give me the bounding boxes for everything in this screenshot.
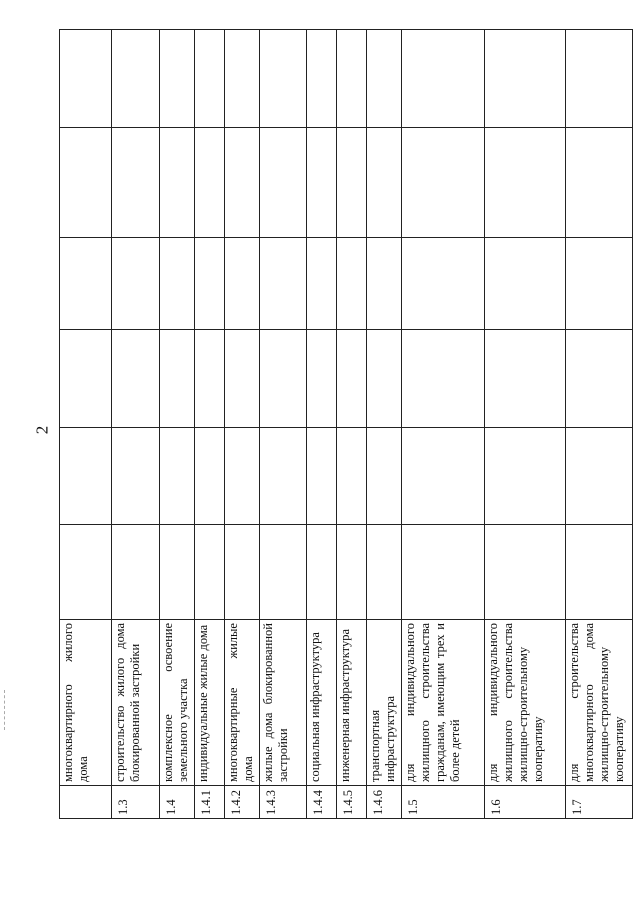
empty-cell — [225, 330, 260, 428]
empty-cell — [366, 428, 401, 525]
row-name: строительство жилого дома блокированной застройки — [112, 620, 160, 786]
row-name: комплексное освоение земельного участка — [160, 620, 195, 786]
row-name: для индивидуального жилищного строительства гражданам, имеющим трех и более детей — [401, 620, 484, 786]
table-row — [565, 30, 632, 819]
empty-cell — [160, 128, 195, 238]
table-row — [307, 30, 337, 819]
empty-cell — [112, 525, 160, 620]
row-name: многоквартирного жилого дома — [60, 620, 112, 786]
empty-cell — [160, 428, 195, 525]
row-number: 1.6 — [484, 786, 565, 819]
table-row — [225, 30, 260, 819]
empty-cell — [60, 525, 112, 620]
row-number: 1.7 — [565, 786, 632, 819]
empty-cell — [60, 30, 112, 128]
row-number: 1.4.5 — [336, 786, 366, 819]
table-body — [60, 30, 633, 819]
empty-cell — [195, 428, 225, 525]
table-row — [160, 30, 195, 819]
rotated-table-container — [59, 30, 633, 819]
empty-cell — [401, 330, 484, 428]
empty-cell — [260, 238, 307, 330]
empty-cell — [366, 238, 401, 330]
row-name: индивидуальные жилые дома — [195, 620, 225, 786]
empty-cell — [484, 525, 565, 620]
empty-cell — [195, 525, 225, 620]
table-row — [112, 30, 160, 819]
empty-cell — [336, 128, 366, 238]
empty-cell — [260, 428, 307, 525]
table-row — [366, 30, 401, 819]
table-row — [336, 30, 366, 819]
row-number: 1.4.6 — [366, 786, 401, 819]
empty-cell — [565, 238, 632, 330]
empty-cell — [195, 238, 225, 330]
row-name: транспортная инфраструктура — [366, 620, 401, 786]
row-number: 1.4.3 — [260, 786, 307, 819]
empty-cell — [401, 128, 484, 238]
empty-cell — [401, 238, 484, 330]
empty-cell — [307, 30, 337, 128]
empty-cell — [565, 128, 632, 238]
empty-cell — [565, 525, 632, 620]
data-table — [59, 29, 633, 819]
row-number: 1.4.4 — [307, 786, 337, 819]
empty-cell — [307, 238, 337, 330]
empty-cell — [112, 428, 160, 525]
empty-cell — [336, 30, 366, 128]
empty-cell — [366, 30, 401, 128]
empty-cell — [112, 128, 160, 238]
table-row — [484, 30, 565, 819]
empty-cell — [484, 238, 565, 330]
table-row — [60, 30, 112, 819]
empty-cell — [260, 128, 307, 238]
empty-cell — [484, 128, 565, 238]
empty-cell — [60, 128, 112, 238]
empty-cell — [225, 128, 260, 238]
page-number: 2 — [32, 425, 52, 435]
row-name: для строительства многоквартирного дома жилищно-строительному кооперативу — [565, 620, 632, 786]
row-number: 1.3 — [112, 786, 160, 819]
empty-cell — [225, 238, 260, 330]
empty-cell — [195, 128, 225, 238]
empty-cell — [336, 428, 366, 525]
table-row — [260, 30, 307, 819]
row-name: многоквартирные жилые дома — [225, 620, 260, 786]
empty-cell — [260, 330, 307, 428]
empty-cell — [401, 525, 484, 620]
empty-cell — [195, 330, 225, 428]
table-row — [401, 30, 484, 819]
empty-cell — [260, 525, 307, 620]
empty-cell — [336, 330, 366, 428]
empty-cell — [160, 238, 195, 330]
empty-cell — [484, 330, 565, 428]
empty-cell — [60, 238, 112, 330]
empty-cell — [336, 238, 366, 330]
empty-cell — [60, 428, 112, 525]
empty-cell — [225, 30, 260, 128]
row-number: 1.4.1 — [195, 786, 225, 819]
row-name: социальная инфраструктура — [307, 620, 337, 786]
row-name: инженерная инфраструктура — [336, 620, 366, 786]
empty-cell — [565, 30, 632, 128]
empty-cell — [307, 128, 337, 238]
empty-cell — [160, 330, 195, 428]
empty-cell — [260, 30, 307, 128]
empty-cell — [195, 30, 225, 128]
empty-cell — [225, 428, 260, 525]
row-number: 1.4.2 — [225, 786, 260, 819]
row-number: 1.4 — [160, 786, 195, 819]
empty-cell — [401, 30, 484, 128]
row-number — [60, 786, 112, 819]
empty-cell — [484, 428, 565, 525]
empty-cell — [112, 330, 160, 428]
empty-cell — [366, 330, 401, 428]
empty-cell — [336, 525, 366, 620]
empty-cell — [366, 128, 401, 238]
empty-cell — [484, 30, 565, 128]
row-name: жилые дома блокированной застройки — [260, 620, 307, 786]
empty-cell — [401, 428, 484, 525]
empty-cell — [307, 330, 337, 428]
empty-cell — [307, 428, 337, 525]
empty-cell — [160, 525, 195, 620]
empty-cell — [112, 30, 160, 128]
empty-cell — [366, 525, 401, 620]
empty-cell — [565, 330, 632, 428]
table-row — [195, 30, 225, 819]
empty-cell — [225, 525, 260, 620]
empty-cell — [307, 525, 337, 620]
empty-cell — [60, 330, 112, 428]
empty-cell — [160, 30, 195, 128]
empty-cell — [565, 428, 632, 525]
margin-mark — [4, 690, 6, 730]
empty-cell — [112, 238, 160, 330]
row-name: для индивидуального жилищного строительства жилищно-строительному кооперативу — [484, 620, 565, 786]
row-number: 1.5 — [401, 786, 484, 819]
